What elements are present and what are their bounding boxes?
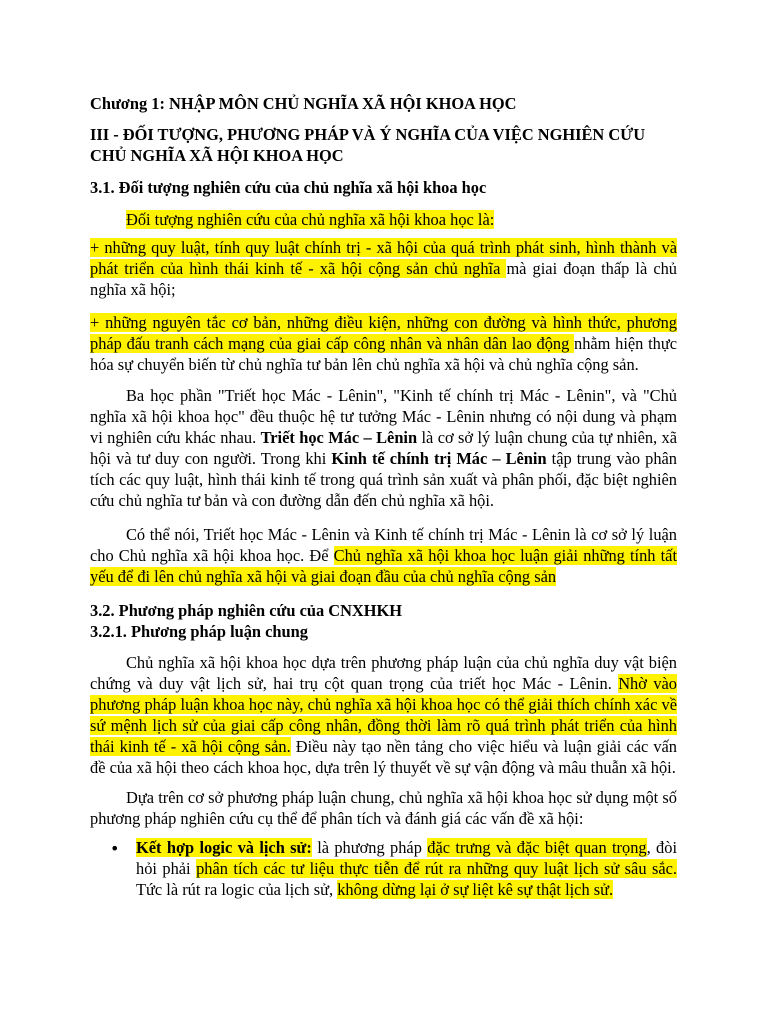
bullet-highlight-3: không dừng lại ở sự liệt kê sự thật lịch sử.: [337, 880, 614, 899]
para3-text-d: tập trung vào phân tích các quy luật, hình thái kinh tế trong quá trình sản xuất và phân phối, đặc biệt nghiên cứu chủ nghĩa tư bản và con đường dẫn đến chủ nghĩa xã hội.: [90, 449, 677, 510]
heading-3-2: 3.2. Phương pháp nghiên cứu của CNXHKH: [90, 601, 403, 620]
bullet-logic-history: [136, 837, 677, 900]
bullet-highlight-2: phân tích các tư liệu thực tiễn để rút ra những quy luật lịch sử sâu sắc.: [196, 859, 677, 878]
para3-bold-economics: Kinh tế chính trị Mác – Lênin: [331, 449, 547, 468]
highlight-item-1: + những quy luật, tính quy luật chính trị - xã hội của quá trình phát sinh, hình thành và phát triển của hình thái kinh tế - xã hội cộng sản chủ nghĩa: [90, 238, 677, 278]
heading-3-1: 3.1. Đối tượng nghiên cứu của chủ nghĩa xã hội khoa học: [90, 178, 487, 197]
bullet-text-b: , đòi hỏi phải: [136, 838, 677, 878]
para4-text-a: Có thể nói, Triết học Mác - Lênin và Kinh tế chính trị Mác - Lênin là cơ sở lý luận cho Chủ nghĩa xã hội khoa học. Để: [90, 525, 677, 565]
highlight-methodology: Nhờ vào phương pháp luận khoa học này, chủ nghĩa xã hội khoa học có thể giải thích chính xác về sứ mệnh lịch sử của giai cấp công nhân, đồng thời làm rõ quá trình phát triển của hình thái kinh tế - xã hội cộng sản.: [90, 674, 677, 756]
paragraph-item-2: [90, 312, 677, 375]
methodology-text-b: Điều này tạo nền tảng cho việc hiểu và luận giải các vấn đề của xã hội theo cách khoa học, dựa trên lý thuyết về sự vận động và mâu thuẫn xã hội.: [90, 737, 677, 777]
methodology-text-a: Chủ nghĩa xã hội khoa học dựa trên phương pháp luận của chủ nghĩa duy vật biện chứng và duy vật lịch sử, hai trụ cột quan trọng của triết học Mác - Lênin.: [90, 653, 677, 693]
paragraph-theoretical-basis: [90, 524, 677, 587]
para3-text-c: là cơ sở lý luận chung của tự nhiên, xã hội và tư duy con người. Trong khi: [90, 428, 677, 468]
para3-text-a: Ba học phần "Triết học Mác - Lênin", "Kinh tế chính trị Mác - Lênin", và "Chủ nghĩa xã hội khoa học" đều thuộc hệ tư tưởng Mác - Lênin nhưng có nội dung và phạm vi nghiên cứu khác nhau.: [90, 386, 677, 447]
heading-3-2-1: 3.2.1. Phương pháp luận chung: [90, 622, 308, 641]
paragraph-three-subjects: [90, 385, 677, 511]
bullet-highlight-1: đặc trưng và đặc biệt quan trọng: [427, 838, 647, 857]
highlight-item-2: + những nguyên tắc cơ bản, những điều kiện, những con đường và hình thức, phương pháp đấu tranh cách mạng của giai cấp công nhân và nhân dân lao động: [90, 313, 677, 353]
paragraph-specific-methods: Dựa trên cơ sở phương pháp luận chung, chủ nghĩa xã hội khoa học sử dụng một số phương pháp nghiên cứu cụ thể để phân tích và đánh giá các vấn đề xã hội:: [90, 788, 677, 828]
highlight-para4: Chủ nghĩa xã hội khoa học luận giải những tính tất yếu để đi lên chủ nghĩa xã hội và giai đoạn đầu của chủ nghĩa cộng sản: [90, 546, 678, 586]
bullet-icon: •: [110, 839, 120, 858]
paragraph-methodology: [90, 652, 677, 778]
item-2-rest: nhằm hiện thực hóa sự chuyển biến từ chủ nghĩa tư bản lên chủ nghĩa xã hội và chủ nghĩa cộng sản.: [90, 334, 677, 374]
section-title: III - ĐỐI TƯỢNG, PHƯƠNG PHÁP VÀ Ý NGHĨA CỦA VIỆC NGHIÊN CỨU CHỦ NGHĨA XÃ HỘI KHOA HỌC: [90, 125, 646, 165]
paragraph-item-1: [90, 237, 677, 300]
paragraph-object-intro: [90, 209, 677, 230]
bullet-text-a: là phương pháp: [311, 838, 428, 857]
bullet-text-c: Tức là rút ra logic của lịch sử,: [136, 880, 338, 899]
chapter-title: Chương 1: NHẬP MÔN CHỦ NGHĨA XÃ HỘI KHOA HỌC: [90, 94, 517, 113]
para3-bold-philosophy: Triết học Mác – Lênin: [260, 428, 418, 447]
bullet-term: Kết hợp logic và lịch sử:: [136, 838, 312, 857]
item-1-rest: mà giai đoạn thấp là chủ nghĩa xã hội;: [90, 259, 677, 299]
highlight-intro: Đối tượng nghiên cứu của chủ nghĩa xã hội khoa học là:: [126, 210, 495, 229]
